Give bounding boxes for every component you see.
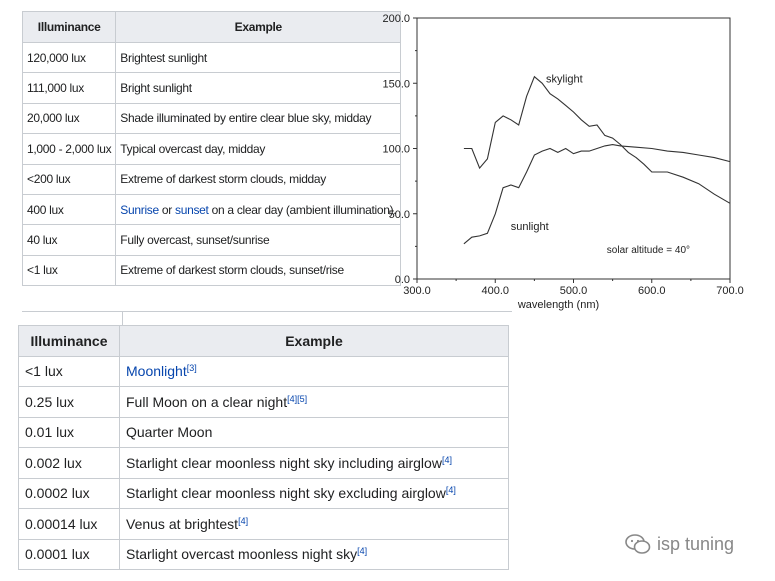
example-text: Venus at brightest	[126, 515, 239, 532]
lux-cell: 111,000 lux	[23, 73, 116, 103]
sunlight-line	[464, 145, 730, 244]
example-cell	[116, 194, 401, 224]
skylight-label: skylight	[546, 73, 583, 86]
lux-cell: 0.0002 lux	[19, 478, 120, 509]
y-tick-label: 200.0	[382, 13, 410, 25]
lux-cell: 1,000 - 2,000 lux	[23, 134, 116, 164]
x-tick-label: 600.0	[637, 285, 666, 297]
x-tick-label: 700.0	[716, 285, 744, 297]
connector-text: or	[158, 202, 176, 217]
moonlight-link[interactable]: Moonlight	[126, 363, 187, 380]
example-cell: Extreme of darkest storm clouds, midday	[116, 164, 401, 194]
table-row	[23, 103, 401, 133]
example-text: Starlight overcast moonless night sky	[126, 546, 358, 563]
watermark-text: isp tuning	[657, 533, 735, 554]
wechat-icon	[625, 533, 651, 555]
example-cell	[120, 539, 509, 570]
example-cell	[120, 417, 509, 448]
sunlight-label: sunlight	[510, 220, 549, 233]
reference-link[interactable]: [4]	[445, 485, 456, 496]
y-tick-label: 100.0	[382, 143, 410, 156]
reference-link[interactable]: [4]	[441, 454, 452, 465]
example-cell: Fully overcast, sunset/sunrise	[116, 225, 401, 255]
table-row	[23, 73, 401, 103]
lux-cell: 0.25 lux	[19, 387, 120, 418]
example-text: Starlight clear moonless night sky excluding airglow	[126, 485, 446, 502]
table-row	[19, 478, 509, 509]
table-row	[19, 509, 509, 540]
table-row	[23, 134, 401, 164]
example-cell	[120, 448, 509, 479]
x-tick-label: 400.0	[481, 285, 510, 297]
example-cell: Shade illuminated by entire clear blue sky, midday	[116, 103, 401, 133]
y-tick-label: 0.0	[394, 274, 410, 286]
skylight-line	[464, 77, 730, 204]
lux-cell: <1 lux	[19, 356, 120, 387]
lux-cell: 20,000 lux	[23, 103, 116, 133]
y-tick-label: 150.0	[382, 78, 410, 91]
reference-link[interactable]: [4][5]	[287, 393, 308, 404]
example-cell: Extreme of darkest storm clouds, sunset/rise	[116, 255, 401, 285]
example-text: Starlight clear moonless night sky including airglow	[126, 454, 442, 471]
night-illuminance-table	[18, 325, 509, 570]
y-tick-label: 50.0	[388, 208, 410, 221]
x-tick-label: 300.0	[403, 285, 431, 297]
table-row	[19, 417, 509, 448]
table-row	[19, 356, 509, 387]
table-row	[19, 448, 509, 479]
table-row	[19, 539, 509, 570]
table-row	[23, 164, 401, 194]
x-axis-label: wavelength (nm)	[517, 299, 600, 311]
example-cell	[120, 509, 509, 540]
table-divider-tick	[122, 311, 123, 325]
lux-cell: 400 lux	[23, 194, 116, 224]
header-illuminance: Illuminance	[19, 326, 120, 357]
x-tick-label: 500.0	[559, 285, 588, 297]
lux-cell: 0.002 lux	[19, 448, 120, 479]
spectral-distribution-chart	[365, 4, 765, 314]
reference-link[interactable]: [4]	[357, 546, 368, 557]
table-row	[19, 387, 509, 418]
solar-altitude-annotation: solar altitude = 40°	[606, 244, 690, 256]
watermark	[625, 533, 734, 555]
sunset-link[interactable]: sunset	[175, 202, 209, 217]
lux-cell: <200 lux	[23, 164, 116, 194]
reference-link[interactable]: [3]	[186, 363, 197, 374]
table-row	[23, 194, 401, 224]
sunrise-link[interactable]: Sunrise	[120, 202, 159, 217]
daylight-illuminance-table	[22, 11, 401, 286]
lux-cell: 0.0001 lux	[19, 539, 120, 570]
table-row	[23, 225, 401, 255]
lux-cell: <1 lux	[23, 255, 116, 285]
table-row	[23, 255, 401, 285]
example-rest: on a clear day (ambient illumination).	[208, 202, 397, 217]
example-cell	[120, 387, 509, 418]
lux-cell: 40 lux	[23, 225, 116, 255]
lux-cell: 0.01 lux	[19, 417, 120, 448]
example-text: Full Moon on a clear night	[126, 393, 288, 410]
example-cell: Brightest sunlight	[116, 43, 401, 73]
example-cell	[120, 356, 509, 387]
reference-link[interactable]: [4]	[238, 515, 249, 526]
table-row	[23, 43, 401, 73]
lux-cell: 0.00014 lux	[19, 509, 120, 540]
lux-cell: 120,000 lux	[23, 43, 116, 73]
example-text: Quarter Moon	[126, 424, 213, 441]
header-illuminance: Illuminance	[23, 12, 116, 43]
example-cell: Bright sunlight	[116, 73, 401, 103]
header-example: Example	[120, 326, 509, 357]
header-example: Example	[116, 12, 401, 43]
example-cell: Typical overcast day, midday	[116, 134, 401, 164]
example-cell	[120, 478, 509, 509]
